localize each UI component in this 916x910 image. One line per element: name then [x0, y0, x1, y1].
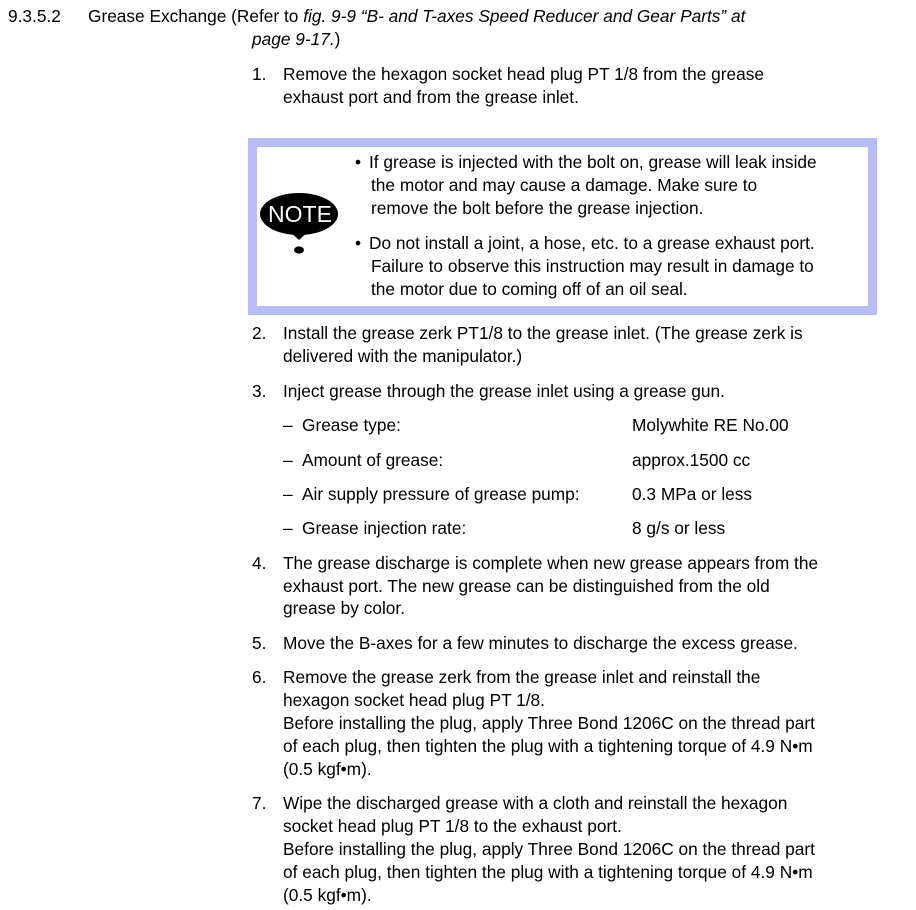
step-text-line: Remove the grease zerk from the grease inlet and reinstall the	[283, 667, 761, 687]
note-text-line: If grease is injected with the bolt on, grease will leak inside	[369, 152, 817, 172]
spec-label: Air supply pressure of grease pump:	[302, 484, 580, 504]
note-text-line: Do not install a joint, a hose, etc. to a grease exhaust port.	[369, 233, 815, 253]
spec-dash: –	[283, 415, 293, 435]
spec-dash: –	[283, 450, 293, 470]
step-text-line: Wipe the discharged grease with a cloth and reinstall the hexagon	[283, 793, 788, 813]
section-title: Grease Exchange	[88, 6, 227, 26]
step-number: 6.	[252, 667, 267, 687]
step-text-line: delivered with the manipulator.)	[283, 346, 523, 366]
spec-value: 0.3 MPa or less	[632, 484, 753, 504]
step-number: 7.	[252, 793, 267, 813]
spec-label: Grease type:	[302, 415, 401, 435]
step-text-line: Remove the hexagon socket head plug PT 1/8 from the grease	[283, 64, 764, 84]
note-text-line: Failure to observe this instruction may result in damage to	[371, 256, 814, 276]
step-text-line: exhaust port. The new grease can be distinguished from the old	[283, 576, 770, 596]
step-number: 3.	[252, 381, 267, 401]
spec-dash: –	[283, 484, 293, 504]
step-text-line: socket head plug PT 1/8 to the exhaust port.	[283, 816, 622, 836]
spec-label: Grease injection rate:	[302, 518, 467, 538]
note-text-line: remove the bolt before the grease injection.	[371, 198, 704, 218]
spec-value: approx.1500 cc	[632, 450, 751, 470]
step-text-line: Install the grease zerk PT1/8 to the grease inlet. (The grease zerk is	[283, 323, 803, 343]
page-reference: page 9-17.	[252, 29, 335, 49]
ref-close: )	[334, 29, 341, 49]
step-text-line: Before installing the plug, apply Three Bond 1206C on the thread part	[283, 713, 815, 733]
page-reference-line	[252, 28, 340, 51]
step-number: 4.	[252, 553, 267, 573]
step-text-line: grease by color.	[283, 598, 405, 618]
spec-dash: –	[283, 518, 293, 538]
step-number: 2.	[252, 323, 267, 343]
note-bullet: •	[355, 152, 362, 172]
step-text-line: The grease discharge is complete when new grease appears from the	[283, 553, 819, 573]
spec-value: Molywhite RE No.00	[632, 415, 789, 435]
step-text-line: Inject grease through the grease inlet using a grease gun.	[283, 381, 725, 401]
step-number: 1.	[252, 64, 267, 84]
note-bullet: •	[355, 233, 362, 253]
step-text-line: of each plug, then tighten the plug with a tightening torque of 4.9 N•m	[283, 736, 813, 756]
figure-reference: fig. 9-9	[303, 6, 357, 26]
section-number: 9.3.5.2	[8, 6, 61, 26]
step-text-line: exhaust port and from the grease inlet.	[283, 87, 579, 107]
note-icon-label: NOTE	[268, 201, 332, 227]
spec-value: 8 g/s or less	[632, 518, 726, 538]
step-text-line: of each plug, then tighten the plug with a tightening torque of 4.9 N•m	[283, 862, 813, 882]
figure-title-reference: “B- and T-axes Speed Reducer and Gear Parts” at	[356, 6, 746, 26]
step-text-line: (0.5 kgf•m).	[283, 885, 372, 905]
step-text-line: Before installing the plug, apply Three Bond 1206C on the thread part	[283, 839, 815, 859]
step-text-line: hexagon socket head plug PT 1/8.	[283, 690, 545, 710]
note-text-line: the motor due to coming off of an oil seal.	[371, 279, 688, 299]
note-text-line: the motor and may cause a damage. Make sure to	[371, 175, 758, 195]
ref-open: (Refer to	[231, 6, 304, 26]
step-number: 5.	[252, 633, 267, 653]
step-text-line: (0.5 kgf•m).	[283, 759, 372, 779]
section-title-line	[88, 5, 745, 28]
step-text-line: Move the B-axes for a few minutes to discharge the excess grease.	[283, 633, 798, 653]
spec-label: Amount of grease:	[302, 450, 444, 470]
